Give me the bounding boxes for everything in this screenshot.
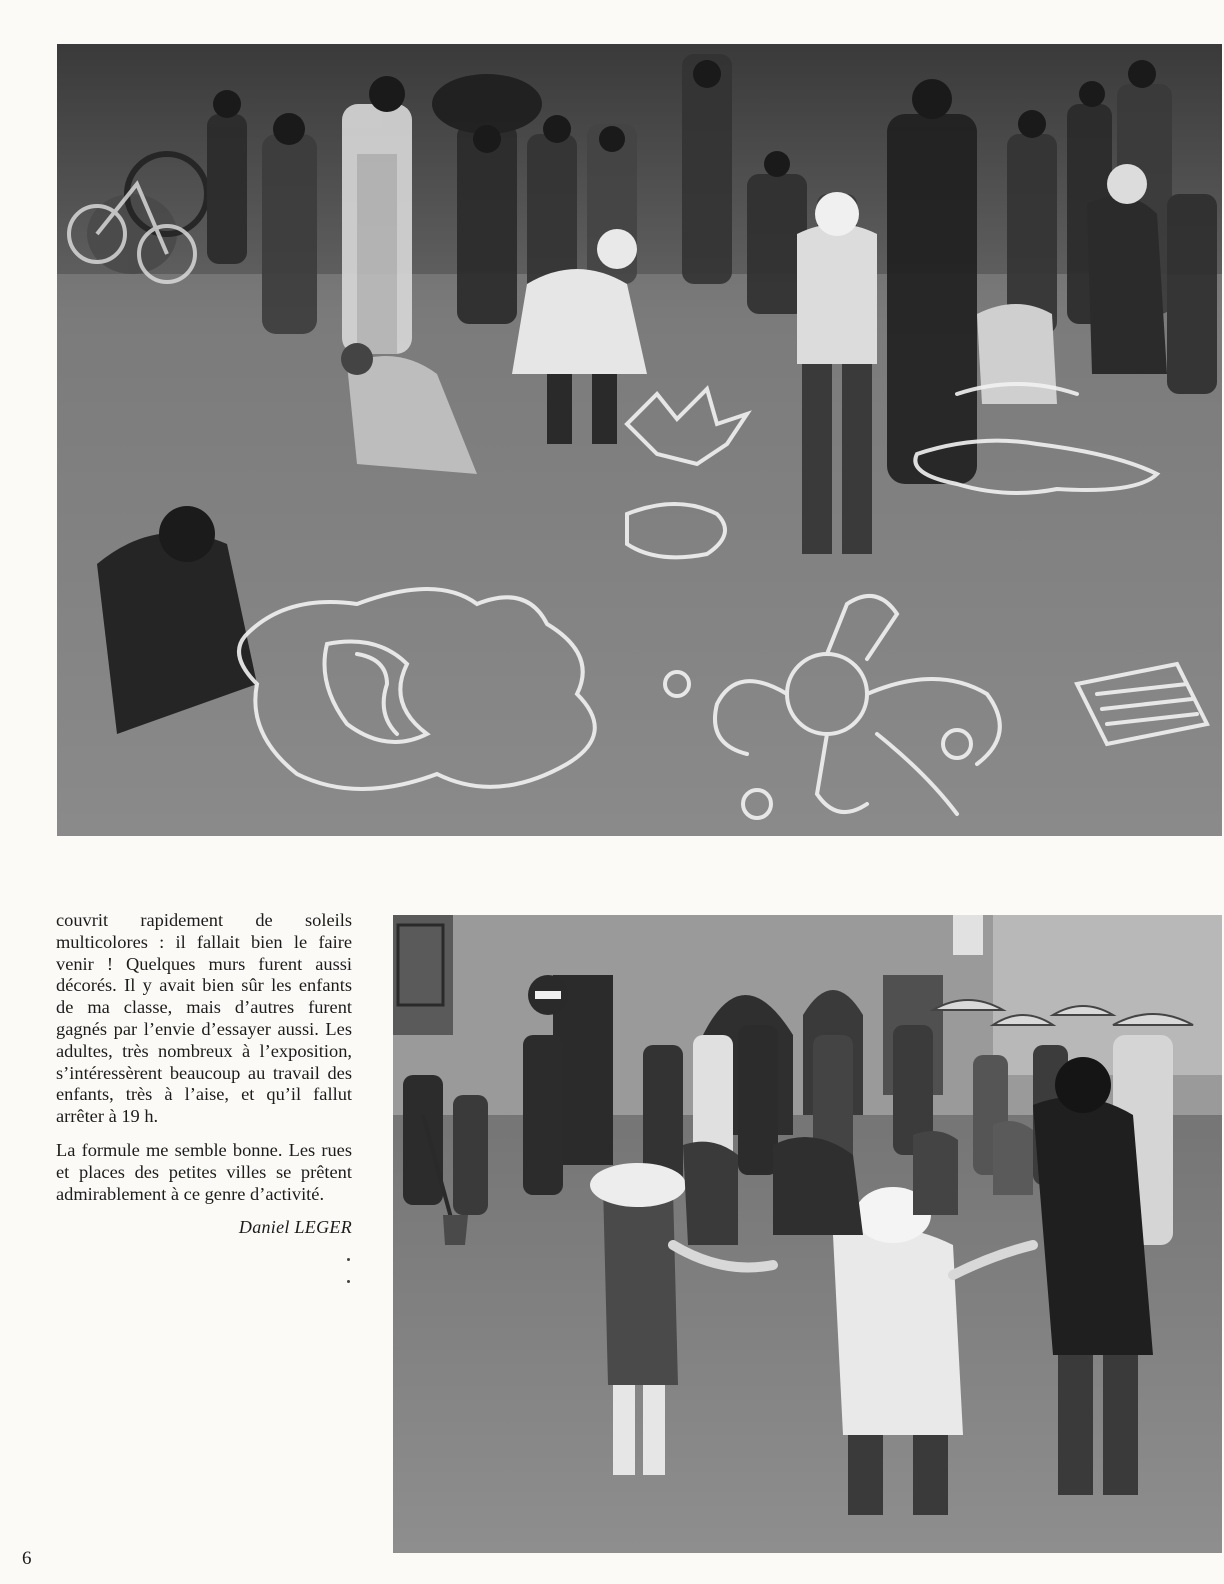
page-number: 6 [22,1548,32,1569]
author-signature: Daniel LEGER [238,1217,352,1238]
margin-dot [347,1258,350,1261]
article-paragraph-2: La formule me semble bonne. Les rues et places des petites villes se prêtent admirablement à ce genre d’activité. [56,1139,352,1204]
margin-dot [347,1280,350,1283]
photo-round-dance [393,915,1222,1553]
photo-chalk-drawings-image [57,44,1222,836]
photo-chalk-drawings [57,44,1222,836]
article-paragraph-1: couvrit rapidement de soleils multicolores : il fallait bien le faire venir ! Quelques murs furent aussi décorés. Il y avait bien sûr les enfants de ma classe, mais d’autres furent gagnés par l’envie d’essayer aussi. Les adultes, très nombreux à l’exposition, s’intéressèrent beaucoup au travail des enfants, très à l’aise, et qu’il fallut arrêter à 19 h. [56,910,352,1127]
photo-round-dance-image [393,915,1222,1553]
article-text-column [56,910,352,1239]
